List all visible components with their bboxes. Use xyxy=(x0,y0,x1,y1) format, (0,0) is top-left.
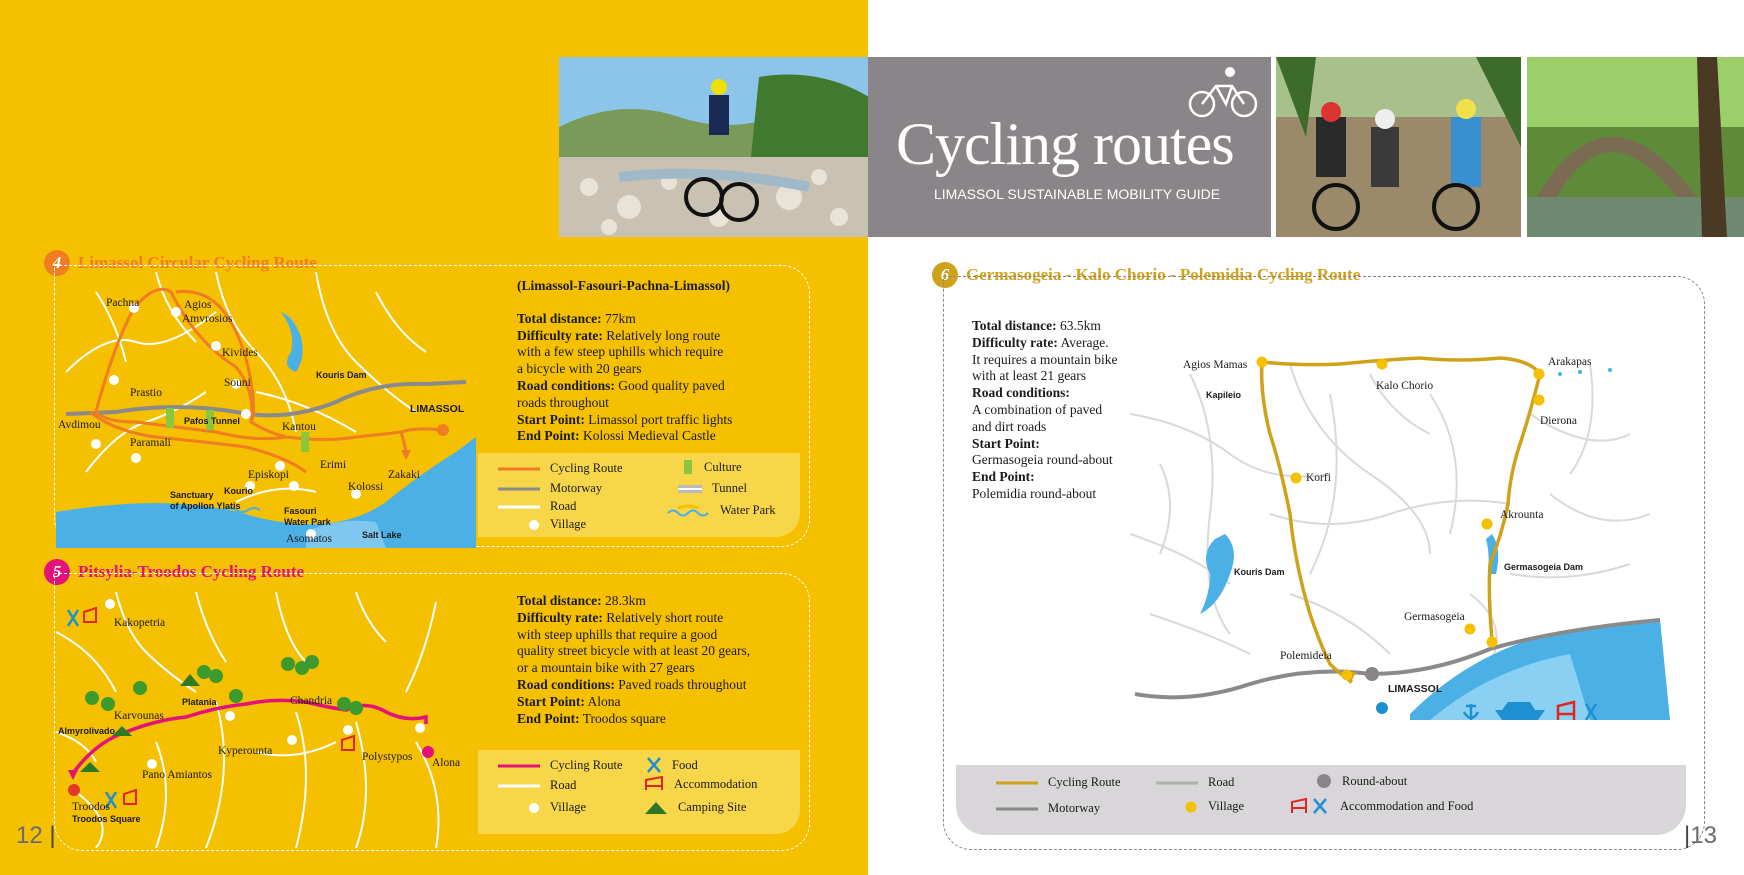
page-number-left: 12 | xyxy=(16,822,56,849)
route4-info-line: End Point: Kolossi Medieval Castle xyxy=(517,428,716,444)
route4-info-line: Total distance: 77km xyxy=(517,310,636,326)
map-label: Kapileio xyxy=(1206,390,1242,400)
page-title: Cycling routes xyxy=(896,111,1234,177)
route4-subtitle: (Limassol-Fasouri-Pachna-Limassol) xyxy=(517,278,731,293)
route4-info xyxy=(517,278,732,445)
route5-number-badge: 5 xyxy=(44,559,70,585)
accommodation-icon xyxy=(84,608,96,622)
map-label: Pano Amiantos xyxy=(142,769,212,781)
map-label: Kivides xyxy=(222,347,258,359)
map-label: Kakopetria xyxy=(114,617,166,629)
map-label: LIMASSOL xyxy=(410,403,465,415)
map-label: Troodos Square xyxy=(72,814,141,824)
route5-info-line: Difficulty rate: Relatively short route xyxy=(517,609,724,625)
map-label: Avdimou xyxy=(58,419,101,431)
photo-river-cyclist xyxy=(559,57,869,237)
map-label: Polystypos xyxy=(362,751,413,763)
route4-info-line: roads throughout xyxy=(517,394,609,410)
map-label: Germasogeia Dam xyxy=(1504,562,1584,572)
legend-camping: Camping Site xyxy=(644,800,746,815)
map-label: Karvounas xyxy=(114,710,164,722)
route4-details xyxy=(517,311,732,445)
map-label: Pafos Tunnel xyxy=(184,416,240,426)
route6-info-line: Difficulty rate: Average. xyxy=(972,334,1109,350)
map-label: LIMASSOL xyxy=(1388,683,1443,695)
bed-icon xyxy=(644,776,664,792)
route6-info-line: with at least 21 gears xyxy=(972,368,1086,384)
route5-info-line: Total distance: 28.3km xyxy=(517,593,646,608)
route6-info-line: It requires a mountain bike xyxy=(972,351,1118,367)
legend-village-5: Village xyxy=(528,800,586,815)
route6-info-line: End Point: xyxy=(972,469,1035,485)
route4-info-line: a bicycle with 20 gears xyxy=(517,361,642,377)
route6-info-line: and dirt roads xyxy=(972,418,1047,434)
map-label: Pachna xyxy=(106,297,140,309)
legend-roundabout: Round-about xyxy=(1316,773,1407,789)
map-label: Kalo Chorio xyxy=(1376,380,1434,392)
route6-info-line: Total distance: 63.5km xyxy=(972,318,1101,333)
route5-info-line: or a mountain bike with 27 gears xyxy=(517,660,695,676)
map-label: Erimi xyxy=(320,459,347,471)
map-label: Episkopi xyxy=(248,469,289,481)
route5-info-line: Start Point: Alona xyxy=(517,693,621,709)
legend-road: Road xyxy=(550,499,577,513)
map-label: Chandria xyxy=(290,695,333,707)
route4-title: Limassol Circular Cycling Route xyxy=(78,253,317,272)
map-label: Kyperounta xyxy=(218,745,273,757)
map-label: Kouris Dam xyxy=(316,370,367,380)
map-label: Prastio xyxy=(130,387,162,399)
map-label: Souni xyxy=(224,377,251,389)
route5-info-line: quality street bicycle with at least 20 gears, xyxy=(517,643,751,659)
route4-map xyxy=(56,272,476,548)
map-label: Agios Mamas xyxy=(1183,359,1248,371)
map-label: Kouris Dam xyxy=(1234,567,1285,577)
map-label: Agios xyxy=(184,299,212,311)
route4-info-line: with a few steep uphills which require xyxy=(517,344,724,360)
map-label: Asomatos xyxy=(286,533,332,545)
route6-info-line: A combination of paved xyxy=(972,401,1103,417)
route5-info-line: End Point: Troodos square xyxy=(517,710,666,726)
route6-info-line: Start Point: xyxy=(972,435,1040,451)
map-label: Kourio xyxy=(224,486,253,496)
legend-accommodation: Accommodation xyxy=(644,776,757,792)
map-label: Alona xyxy=(432,757,461,769)
legend-village-6: Village xyxy=(1184,799,1244,814)
map-label: Amvrosios xyxy=(182,313,233,325)
route5-info-line: Road conditions: Paved roads throughout xyxy=(517,676,747,692)
map-label: Germasogeia xyxy=(1404,611,1465,623)
route4-info-line: Road conditions: Good quality paved xyxy=(517,377,725,393)
page-subtitle: LIMASSOL SUSTAINABLE MOBILITY GUIDE xyxy=(934,186,1221,202)
map-label: Troodos xyxy=(72,801,110,813)
route5-info-line: with steep uphills that require a good xyxy=(517,626,718,642)
route6-legend xyxy=(956,765,1686,835)
legend-food: Food xyxy=(646,756,698,774)
accommodation-food-icon xyxy=(1290,797,1330,815)
map-label: Arakapas xyxy=(1548,356,1592,368)
route5-title: Pitsylia-Troodos Cycling Route xyxy=(78,562,305,581)
route6-map xyxy=(1130,334,1670,720)
map-label: Kolossi xyxy=(348,481,384,493)
route4-number-badge: 4 xyxy=(44,250,70,276)
legend-road-5: Road xyxy=(550,778,577,792)
route4-info-line: Difficulty rate: Relatively long route xyxy=(517,327,721,343)
map-label: Zakaki xyxy=(388,469,420,481)
route6-info xyxy=(972,318,1117,503)
legend-motorway-6: Motorway xyxy=(1048,801,1101,815)
map-label: of Apollon Ylatis xyxy=(170,501,241,511)
map-label: Polemideia xyxy=(1280,650,1332,662)
legend-water-park: Water Park xyxy=(666,503,776,518)
route6-title: Germasogeia - Kalo Chorio - Polemidia Cycling Route xyxy=(966,265,1361,284)
map-label: Almyrolivado xyxy=(58,726,116,736)
legend-tunnel: Tunnel xyxy=(678,481,747,496)
legend-cycling-route-5: Cycling Route xyxy=(550,758,623,772)
route4-info-line: Start Point: Limassol port traffic lights xyxy=(517,411,733,427)
route6-number-badge: 6 xyxy=(932,262,958,288)
route5-details xyxy=(517,593,750,727)
legend-motorway: Motorway xyxy=(550,481,603,495)
route5-legend xyxy=(478,750,800,834)
map-label: Fasouri xyxy=(284,506,317,516)
route6-info-line: Germasogeia round-about xyxy=(972,452,1113,468)
food-icon xyxy=(646,756,662,774)
route6-details xyxy=(972,318,1117,503)
map-label: Paramali xyxy=(130,437,171,449)
accommodation-icon xyxy=(124,790,136,804)
accommodation-icon xyxy=(342,736,354,750)
route5-info xyxy=(517,593,750,727)
map-label: Akrounta xyxy=(1500,509,1544,521)
route6-info-line: Road conditions: xyxy=(972,385,1070,401)
legend-cycling-route-6: Cycling Route xyxy=(1048,775,1121,789)
photo-stone-bridge xyxy=(1527,57,1744,237)
map-label: Sanctuary xyxy=(170,490,214,500)
tent-icon xyxy=(644,801,668,815)
page-number-right: |13 xyxy=(1684,822,1717,849)
map-label: Water Park xyxy=(284,517,331,527)
legend-acc-food: Accommodation and Food xyxy=(1290,797,1473,815)
route4-legend xyxy=(478,453,800,537)
map-label: Platania xyxy=(182,697,217,707)
legend-village: Village xyxy=(528,517,586,532)
legend-culture: Culture xyxy=(682,459,742,475)
map-label: Kantou xyxy=(282,421,316,433)
map-label: Dierona xyxy=(1540,415,1578,427)
map-label: Korfi xyxy=(1306,472,1331,484)
route5-map xyxy=(56,592,476,848)
map-label: Salt Lake xyxy=(362,530,402,540)
route6-info-line: Polemidia round-about xyxy=(972,485,1097,501)
legend-cycling-route: Cycling Route xyxy=(550,461,623,475)
food-icon xyxy=(68,610,78,626)
legend-road-6: Road xyxy=(1208,775,1235,789)
photo-cyclists-group xyxy=(1276,57,1521,237)
